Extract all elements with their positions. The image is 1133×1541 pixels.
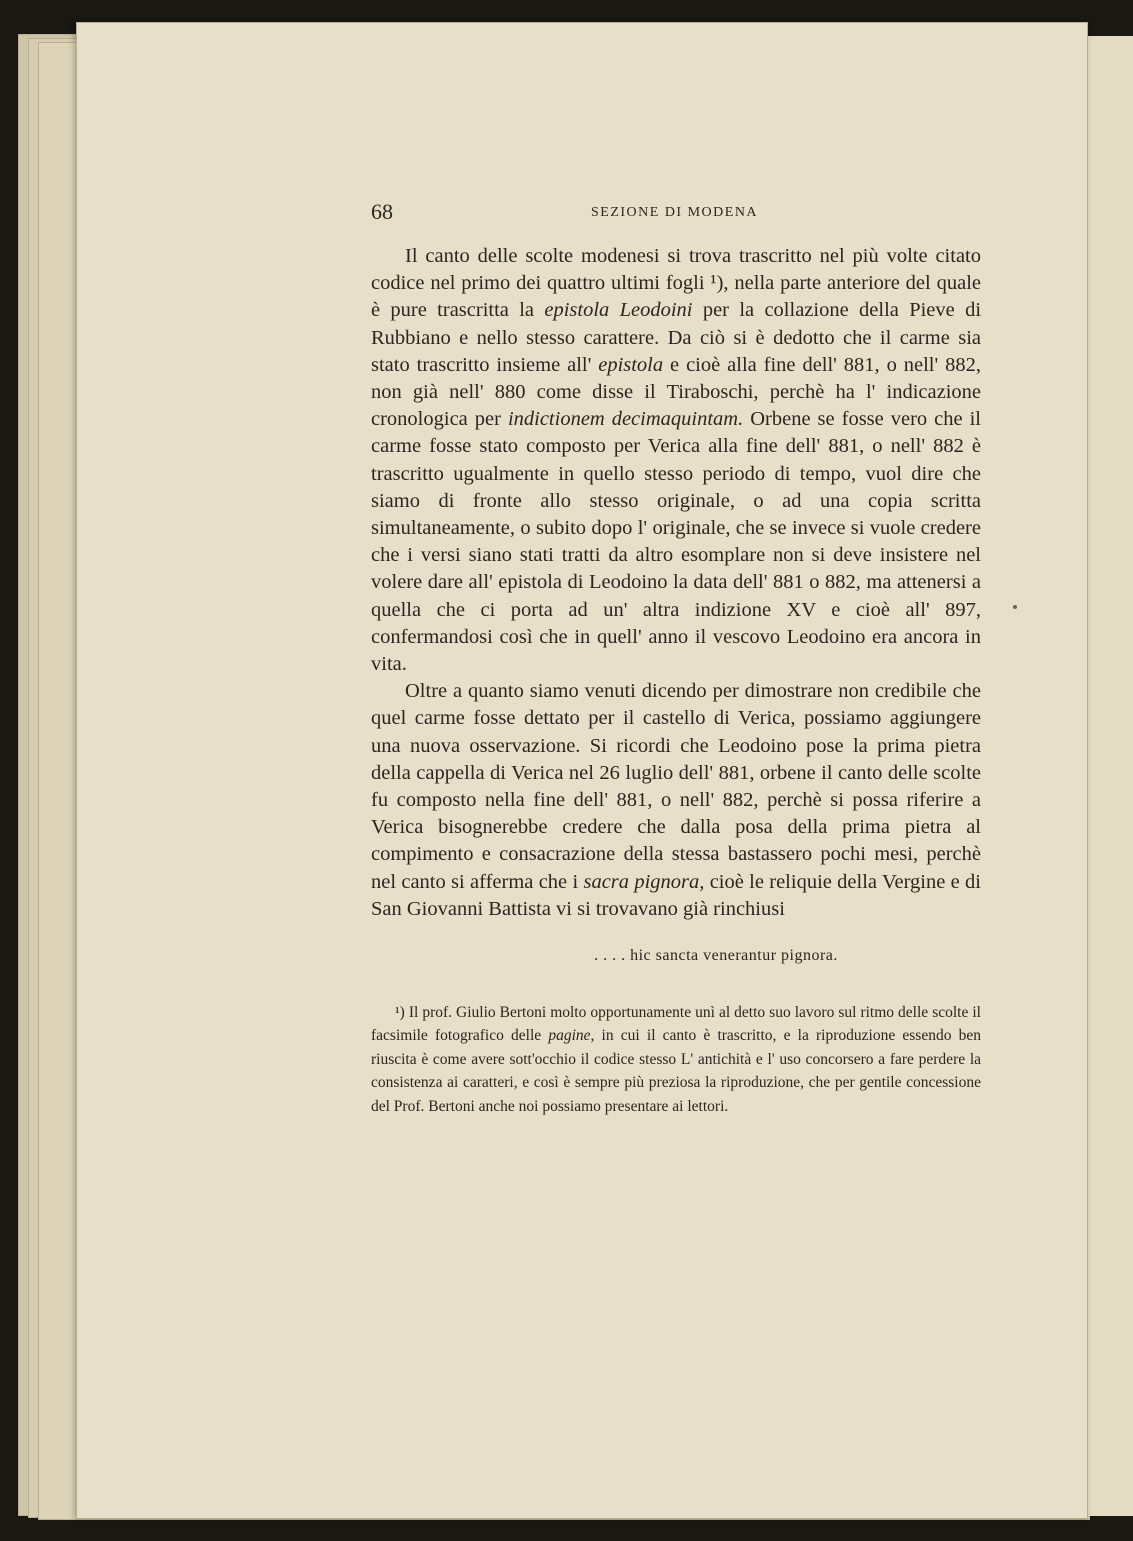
running-head xyxy=(371,199,981,243)
book-page xyxy=(76,22,1088,1519)
text-segment: e cioè alla fine dell' 881, o nell' 882, non già nell' 880 come disse il Tiraboschi, perchè ha l' indicazione cronologica per xyxy=(371,353,981,431)
text-segment: Il canto delle scolte modenesi si trova trascritto nel più volte citato codice nel primo dei quattro ultimi fogli ¹), nella parte anteriore del quale è pure trascritta la xyxy=(371,245,981,322)
footnote xyxy=(371,1001,981,1118)
body-text xyxy=(371,243,981,923)
footnote-italic-text: pagine, xyxy=(548,1027,595,1045)
italic-text: sacra pignora, xyxy=(583,870,705,893)
verse-quote: . . . . hic sancta venerantur pignora. xyxy=(594,947,838,965)
text-segment: cioè le reliquie della Vergine e di San Giovanni Battista vi si trovavano già rinchiusi xyxy=(371,870,981,920)
text-segment: Oltre a quanto siamo venuti dicendo per dimostrare non credibile che quel carme fosse dettato per il castello di Verica, possiamo aggiungere una nuova osservazione. Si ricordi che Leodoino pose la prima pietra della cappella di Verica nel 26 luglio dell' 881, orbene il canto delle scolte fu composto nella fine dell' 881, o nell' 882, perchè si possa riferire a Verica bisognerebbe credere che dalla posa della prima pietra al compimento e consacrazione della stessa bastassero pochi mesi, perchè nel canto si afferma che i xyxy=(371,680,981,893)
page-number: 68 xyxy=(371,199,393,224)
facing-page-edge xyxy=(1086,36,1133,1516)
italic-text: indictionem decimaquintam. xyxy=(507,408,744,431)
footnote-text: in cui il canto è trascritto, e la riproduzione essendo ben riuscita è come avere sott'occhio il codice stesso L' antichità e l' uso concorsero a fare perdere la consistenza ai caratteri, e così è sempre più preziosa la riproduzione, che per gentile concessione del Prof. Bertoni anche noi possiamo presentare ai lettori. xyxy=(371,1027,981,1115)
italic-text: epistola Leodoini xyxy=(544,299,693,322)
page-content xyxy=(371,199,981,1118)
section-title: SEZIONE DI MODENA xyxy=(591,205,759,220)
paragraph xyxy=(371,678,981,923)
ink-speck xyxy=(1013,605,1017,609)
footnote-text: ¹) Il prof. Giulio Bertoni molto opportunamente unì al detto suo lavoro sul ritmo delle scolte il facsimile fotografico delle xyxy=(371,1004,981,1045)
paragraph xyxy=(371,243,981,678)
text-segment: Orbene se fosse vero che il carme fosse stato composto per Verica alla fine dell' 881, o nell' 882 è trascritto ugualmente in quello stesso periodo di tempo, vuol dire che siamo di fronte allo stesso originale, o ad una copia scritta simultaneamente, o subito dopo l' originale, che se invece si vuole credere che i versi siano stati tratti da altro esomplare non si deve insistere nel volere dare all' epistola di Leodoino la data dell' 881 o 882, ma attenersi a quella che ci porta ad un' altra indizione XV e cioè all' 897, confermandosi così che in quell' anno il vescovo Leodoino era ancora in vita. xyxy=(371,408,981,676)
italic-text: epistola xyxy=(598,353,664,376)
text-segment: per la collazione della Pieve di Rubbiano e nello stesso carattere. Da ciò si è dedotto che il carme sia stato trascritto insieme all' xyxy=(371,299,982,376)
